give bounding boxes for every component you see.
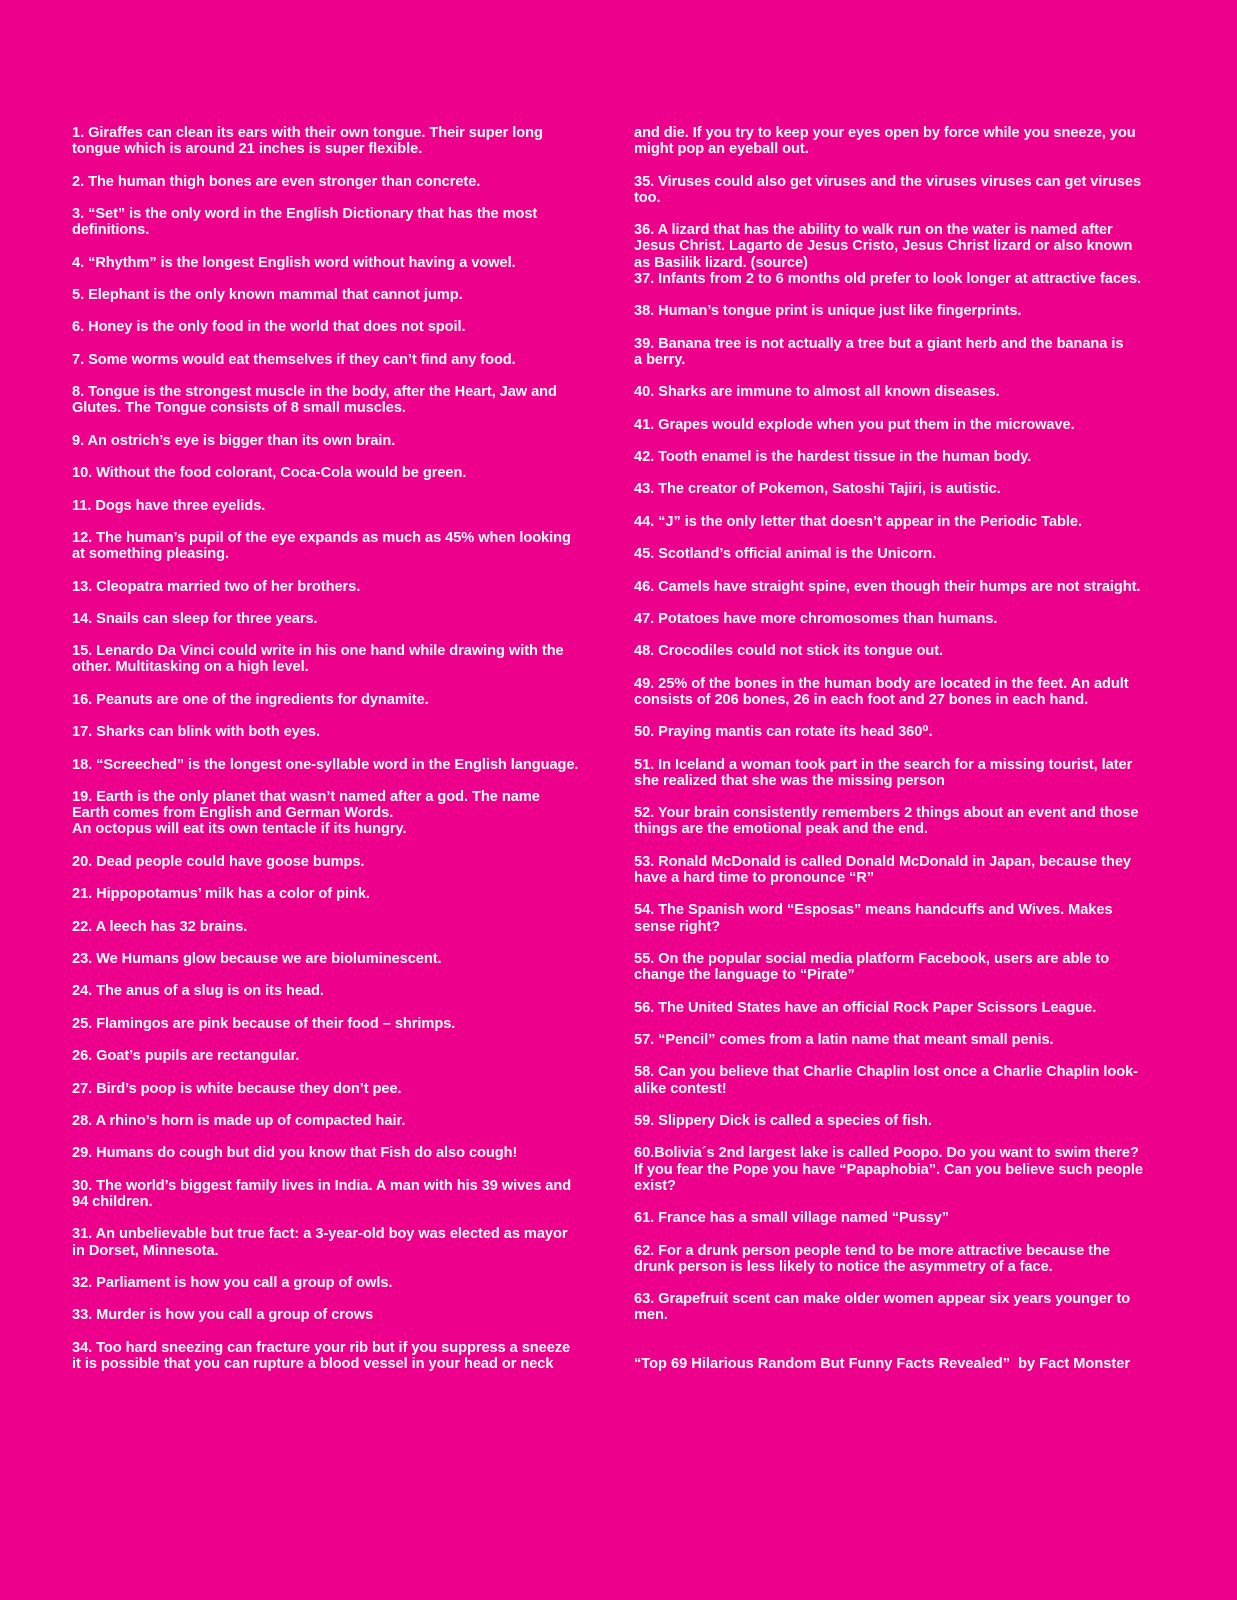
fact-item: 29. Humans do cough but did you know that Fish do also cough! [72,1145,518,1162]
fact-item: 1. Giraffes can clean its ears with their own tongue. Their super long tongue which is around 21 inches is super flexible. [72,125,543,158]
fact-item: 39. Banana tree is not actually a tree but a giant herb and the banana is a berry. [634,335,1124,368]
fact-item: 43. The creator of Pokemon, Satoshi Tajiri, is autistic. [634,481,1001,498]
fact-item: 52. Your brain consistently remembers 2 things about an event and those things are the emotional peak and the end. [634,805,1139,838]
fact-item: 14. Snails can sleep for three years. [72,610,318,627]
fact-item: 31. An unbelievable but true fact: a 3-year-old boy was elected as mayor in Dorset, Minnesota. [72,1226,568,1259]
fact-item: 41. Grapes would explode when you put them in the microwave. [634,416,1075,433]
fact-item: 19. Earth is the only planet that wasn’t named after a god. The name Earth comes from English and German Words. An octopus will eat its own tentacle if its hungry. [72,789,540,838]
fact-item: 38. Human’s tongue print is unique just like fingerprints. [634,303,1022,320]
fact-item: 56. The United States have an official Rock Paper Scissors League. [634,999,1097,1016]
fact-item: 4. “Rhythm” is the longest English word without having a vowel. [72,254,516,271]
fact-item: 51. In Iceland a woman took part in the search for a missing tourist, later she realized that she was the missing person [634,756,1133,789]
fact-item: 50. Praying mantis can rotate its head 360⁰. [634,724,933,741]
fact-item: 20. Dead people could have goose bumps. [72,853,365,870]
fact-item: 57. “Pencil” comes from a latin name that meant small penis. [634,1032,1054,1049]
fact-item: 34. Too hard sneezing can fracture your rib but if you suppress a sneeze it is possible that you can rupture a blood vessel in your head or neck [72,1339,571,1372]
fact-item: 35. Viruses could also get viruses and the viruses viruses can get viruses too. [634,173,1142,206]
fact-item: 53. Ronald McDonald is called Donald McDonald in Japan, because they have a hard time to pronounce “R” [634,853,1131,887]
fact-item: 18. “Screeched” is the longest one-syllable word in the English language. [72,756,579,773]
fact-item: 54. The Spanish word “Esposas” means handcuffs and Wives. Makes sense right? [634,902,1113,935]
fact-item: 46. Camels have straight spine, even though their humps are not straight. [634,578,1141,595]
right-column [634,125,1174,1372]
fact-item: 3. “Set” is the only word in the English Dictionary that has the most definitions. [72,205,538,239]
fact-item: 60.Bolivia´s 2nd largest lake is called Poopo. Do you want to swim there? If you fear the Pope you have “Papaphobia”. Can you believe such people exist? [634,1145,1143,1194]
fact-item: 61. France has a small village named “Pussy” [634,1210,949,1227]
fact-item: 10. Without the food colorant, Coca-Cola would be green. [72,465,467,482]
fact-item: 32. Parliament is how you call a group of owls. [72,1274,393,1291]
fact-item: and die. If you try to keep your eyes open by force while you sneeze, you might pop an eyeball out. [634,125,1136,158]
fact-item: 7. Some worms would eat themselves if they can’t find any food. [72,351,516,368]
fact-item: 45. Scotland’s official animal is the Unicorn. [634,546,937,563]
fact-item: 8. Tongue is the strongest muscle in the body, after the Heart, Jaw and Glutes. The Tongue consists of 8 small muscles. [72,384,557,417]
fact-item: 62. For a drunk person people tend to be more attractive because the drunk person is less likely to notice the asymmetry of a face. [634,1242,1110,1275]
fact-item: 42. Tooth enamel is the hardest tissue in the human body. [634,448,1032,465]
fact-item: 28. A rhino’s horn is made up of compacted hair. [72,1112,406,1129]
fact-item: 25. Flamingos are pink because of their food – shrimps. [72,1015,456,1032]
fact-item: 15. Lenardo Da Vinci could write in his one hand while drawing with the other. Multitasking on a high level. [72,643,564,676]
fact-item: 2. The human thigh bones are even stronger than concrete. [72,173,481,190]
fact-item: 55. On the popular social media platform Facebook, users are able to change the language to “Pirate” [634,951,1110,984]
fact-item: 5. Elephant is the only known mammal that cannot jump. [72,286,463,303]
fact-item: 30. The world’s biggest family lives in India. A man with his 39 wives and 94 children. [72,1177,572,1210]
fact-item: 26. Goat’s pupils are rectangular. [72,1048,300,1065]
source-credit: “Top 69 Hilarious Random But Funny Facts Revealed” by Fact Monster [634,1355,1131,1372]
fact-item: 9. An ostrich’s eye is bigger than its own brain. [72,432,396,449]
fact-item: 24. The anus of a slug is on its head. [72,983,324,1000]
fact-item: 11. Dogs have three eyelids. [72,497,266,514]
fact-item: 23. We Humans glow because we are bioluminescent. [72,951,442,968]
fact-item: 16. Peanuts are one of the ingredients for dynamite. [72,691,429,708]
fact-item: 33. Murder is how you call a group of crows [72,1307,374,1324]
fact-item: 13. Cleopatra married two of her brothers. [72,578,361,595]
fact-item: 40. Sharks are immune to almost all known diseases. [634,384,1000,401]
fact-item: 37. Infants from 2 to 6 months old prefer to look longer at attractive faces. [634,270,1142,287]
fact-item: 36. A lizard that has the ability to walk run on the water is named after Jesus Christ. Lagarto de Jesus Cristo, Jesus Christ lizard or also known as Basilik lizard. (source) [634,222,1133,271]
fact-item: 48. Crocodiles could not stick its tongue out. [634,643,944,660]
fact-item: 59. Slippery Dick is called a species of fish. [634,1113,932,1130]
fact-item: 27. Bird’s poop is white because they don’t pee. [72,1080,402,1097]
fact-item: 49. 25% of the bones in the human body are located in the feet. An adult consists of 206 bones, 26 in each foot and 27 bones in each hand. [634,675,1129,708]
fact-item: 22. A leech has 32 brains. [72,918,248,935]
fact-item: 17. Sharks can blink with both eyes. [72,724,320,741]
fact-item: 21. Hippopotamus’ milk has a color of pink. [72,886,370,903]
fact-item: 47. Potatoes have more chromosomes than humans. [634,610,998,627]
left-column [72,125,607,1388]
fact-item: 63. Grapefruit scent can make older women appear six years younger to men. [634,1291,1131,1324]
fact-item: 44. “J” is the only letter that doesn’t appear in the Periodic Table. [634,513,1082,530]
fact-item: 6. Honey is the only food in the world that does not spoil. [72,319,466,336]
fact-item: 58. Can you believe that Charlie Chaplin lost once a Charlie Chaplin look- alike contest! [634,1064,1138,1097]
fact-item: 12. The human’s pupil of the eye expands as much as 45% when looking at something pleasing. [72,529,571,563]
